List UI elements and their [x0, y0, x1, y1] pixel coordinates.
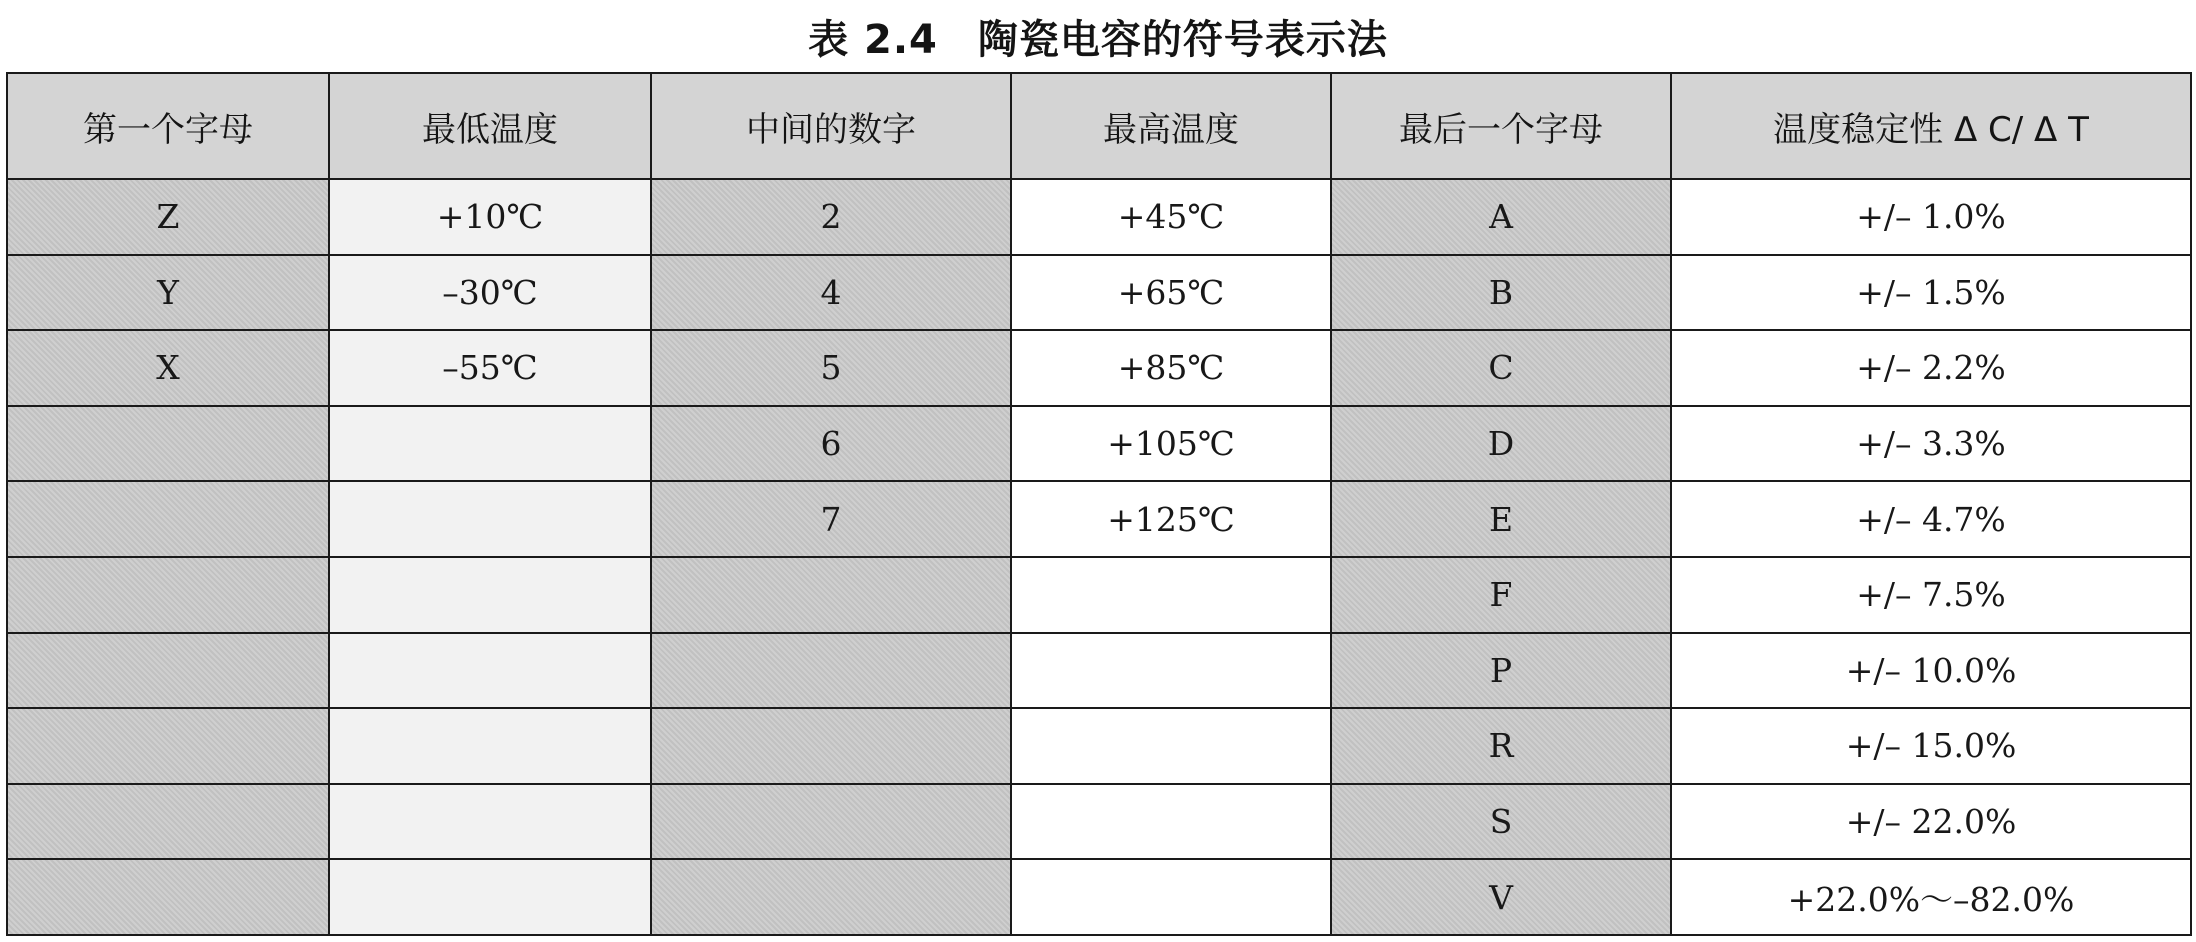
cell-middle-digit: [651, 859, 1011, 935]
cell-temp-stability: +/– 10.0%: [1671, 633, 2191, 709]
cell-first-letter: [7, 708, 329, 784]
cell-min-temp: [329, 633, 651, 709]
cell-max-temp: +105℃: [1011, 406, 1331, 482]
cell-first-letter: [7, 784, 329, 860]
header-last-letter: 最后一个字母: [1331, 73, 1671, 179]
table-row: [7, 330, 2191, 406]
caption-number: 表 2.4: [808, 16, 938, 63]
cell-first-letter: Y: [7, 255, 329, 331]
cell-last-letter: B: [1331, 255, 1671, 331]
cell-max-temp: [1011, 708, 1331, 784]
cell-max-temp: +65℃: [1011, 255, 1331, 331]
table-caption: [0, 0, 2196, 72]
cell-min-temp: –55℃: [329, 330, 651, 406]
header-temp-stability: 温度稳定性 Δ C/ Δ T: [1671, 73, 2191, 179]
cell-temp-stability: +22.0%～–82.0%: [1671, 859, 2191, 935]
table-row: [7, 179, 2191, 255]
cell-max-temp: [1011, 633, 1331, 709]
cell-temp-stability: +/– 2.2%: [1671, 330, 2191, 406]
table-row: [7, 481, 2191, 557]
table-row: [7, 255, 2191, 331]
cell-min-temp: [329, 406, 651, 482]
cell-middle-digit: [651, 708, 1011, 784]
table-row: [7, 406, 2191, 482]
cell-min-temp: –30℃: [329, 255, 651, 331]
header-middle-digit: 中间的数字: [651, 73, 1011, 179]
cell-middle-digit: 5: [651, 330, 1011, 406]
cell-max-temp: +125℃: [1011, 481, 1331, 557]
table-header-row: [7, 73, 2191, 179]
cell-temp-stability: +/– 1.5%: [1671, 255, 2191, 331]
cell-min-temp: [329, 557, 651, 633]
cell-min-temp: [329, 784, 651, 860]
cell-last-letter: R: [1331, 708, 1671, 784]
cell-middle-digit: 7: [651, 481, 1011, 557]
cell-temp-stability: +/– 7.5%: [1671, 557, 2191, 633]
cell-max-temp: +85℃: [1011, 330, 1331, 406]
cell-middle-digit: [651, 784, 1011, 860]
table-row: [7, 633, 2191, 709]
caption-title: 陶瓷电容的符号表示法: [977, 16, 1388, 63]
cell-middle-digit: 6: [651, 406, 1011, 482]
ceramic-capacitor-code-table: [6, 72, 2192, 936]
cell-middle-digit: [651, 633, 1011, 709]
cell-last-letter: D: [1331, 406, 1671, 482]
cell-last-letter: E: [1331, 481, 1671, 557]
header-first-letter: 第一个字母: [7, 73, 329, 179]
cell-temp-stability: +/– 4.7%: [1671, 481, 2191, 557]
cell-temp-stability: +/– 22.0%: [1671, 784, 2191, 860]
cell-last-letter: S: [1331, 784, 1671, 860]
table-row: [7, 859, 2191, 935]
cell-last-letter: A: [1331, 179, 1671, 255]
cell-first-letter: [7, 406, 329, 482]
cell-last-letter: P: [1331, 633, 1671, 709]
header-min-temp: 最低温度: [329, 73, 651, 179]
table-row: [7, 784, 2191, 860]
cell-min-temp: [329, 708, 651, 784]
cell-first-letter: [7, 557, 329, 633]
cell-max-temp: [1011, 859, 1331, 935]
table-row: [7, 557, 2191, 633]
cell-middle-digit: [651, 557, 1011, 633]
cell-min-temp: [329, 481, 651, 557]
cell-min-temp: +10℃: [329, 179, 651, 255]
cell-max-temp: +45℃: [1011, 179, 1331, 255]
cell-first-letter: Z: [7, 179, 329, 255]
cell-last-letter: V: [1331, 859, 1671, 935]
cell-middle-digit: 2: [651, 179, 1011, 255]
cell-first-letter: [7, 481, 329, 557]
cell-temp-stability: +/– 1.0%: [1671, 179, 2191, 255]
cell-temp-stability: +/– 3.3%: [1671, 406, 2191, 482]
header-max-temp: 最高温度: [1011, 73, 1331, 179]
cell-last-letter: C: [1331, 330, 1671, 406]
cell-last-letter: F: [1331, 557, 1671, 633]
cell-first-letter: X: [7, 330, 329, 406]
cell-first-letter: [7, 633, 329, 709]
cell-temp-stability: +/– 15.0%: [1671, 708, 2191, 784]
cell-max-temp: [1011, 784, 1331, 860]
cell-middle-digit: 4: [651, 255, 1011, 331]
cell-first-letter: [7, 859, 329, 935]
cell-max-temp: [1011, 557, 1331, 633]
table-row: [7, 708, 2191, 784]
table-container: [6, 72, 2190, 936]
cell-min-temp: [329, 859, 651, 935]
